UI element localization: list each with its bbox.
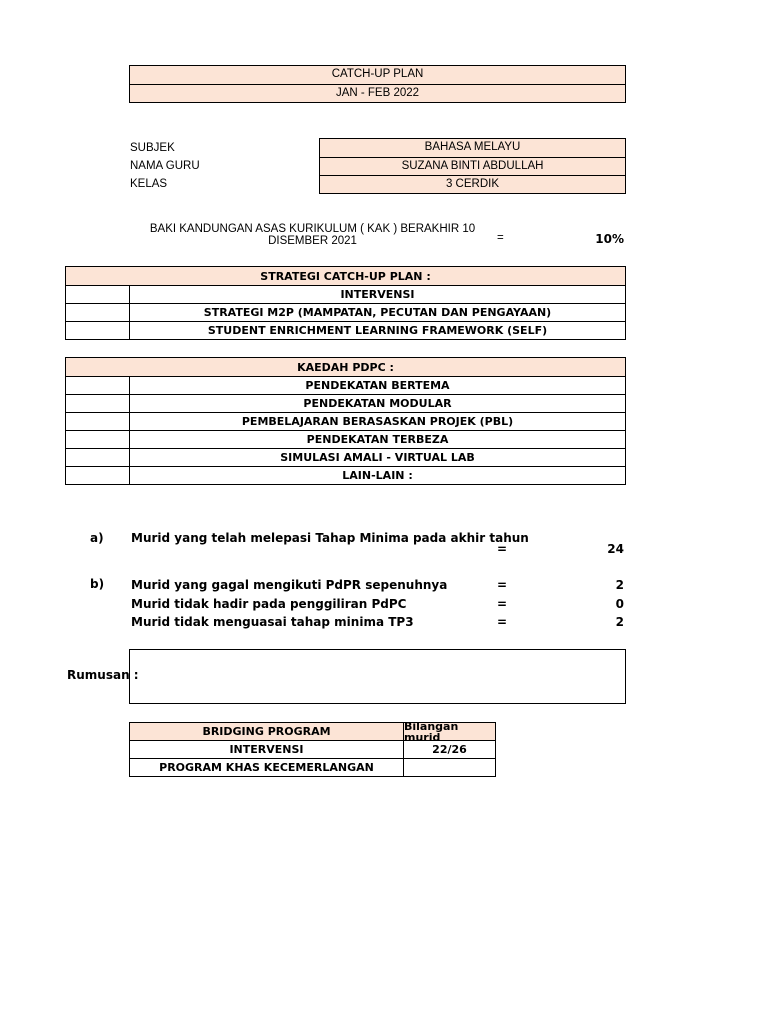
strategi-check-2[interactable] — [65, 303, 130, 322]
bridging-row-2-count[interactable] — [403, 758, 496, 777]
section-b-row-1-value: 2 — [615, 578, 624, 592]
plan-period: JAN - FEB 2022 — [129, 84, 626, 103]
section-b-marker: b) — [90, 577, 105, 591]
value-nama-guru: SUZANA BINTI ABDULLAH — [319, 157, 626, 176]
kak-line-2: DISEMBER 2021 — [268, 235, 357, 247]
rumusan-label: Rumusan : — [67, 668, 139, 682]
section-a-value: 24 — [607, 542, 624, 556]
section-b-row-3-equals: = — [497, 615, 508, 629]
label-nama-guru: NAMA GURU — [130, 160, 200, 172]
section-b-row-3-value: 2 — [615, 615, 624, 629]
value-subjek: BAHASA MELAYU — [319, 138, 626, 158]
label-kelas: KELAS — [130, 178, 168, 190]
kaedah-check-1[interactable] — [65, 376, 130, 395]
kaedah-check-2[interactable] — [65, 394, 130, 413]
rumusan-box[interactable] — [129, 649, 626, 704]
bridging-row-2-program: PROGRAM KHAS KECEMERLANGAN — [129, 758, 404, 777]
kaedah-item-2: PENDEKATAN MODULAR — [129, 394, 626, 413]
section-b-row-1-equals: = — [497, 578, 508, 592]
kak-statement — [140, 223, 485, 247]
kaedah-item-1: PENDEKATAN BERTEMA — [129, 376, 626, 395]
kaedah-item-4: PENDEKATAN TERBEZA — [129, 430, 626, 449]
kak-line-1: BAKI KANDUNGAN ASAS KURIKULUM ( KAK ) BERAKHIR 10 — [149, 223, 476, 235]
kaedah-check-3[interactable] — [65, 412, 130, 431]
section-b-row-2-text: Murid tidak hadir pada penggiliran PdPC — [131, 597, 407, 611]
section-b-row-2-equals: = — [497, 597, 508, 611]
kaedah-check-5[interactable] — [65, 448, 130, 467]
section-b-row-2-value: 0 — [615, 597, 624, 611]
plan-title: CATCH-UP PLAN — [129, 65, 626, 85]
value-kelas: 3 CERDIK — [319, 175, 626, 194]
kak-value: 10% — [595, 232, 624, 246]
bridging-row-1-count: 22/26 — [403, 740, 496, 759]
strategi-check-3[interactable] — [65, 321, 130, 340]
section-b-row-1-text: Murid yang gagal mengikuti PdPR sepenuhnya — [131, 578, 448, 592]
bridging-header-count: Bilangan murid — [403, 722, 496, 741]
strategi-item-3: STUDENT ENRICHMENT LEARNING FRAMEWORK (SELF) — [129, 321, 626, 340]
kaedah-title: KAEDAH PDPC : — [65, 357, 626, 377]
bridging-row-1-program: INTERVENSI — [129, 740, 404, 759]
strategi-item-2: STRATEGI M2P (MAMPATAN, PECUTAN DAN PENGAYAAN) — [129, 303, 626, 322]
kaedah-check-4[interactable] — [65, 430, 130, 449]
strategi-check-1[interactable] — [65, 285, 130, 304]
kaedah-item-6: LAIN-LAIN : — [129, 466, 626, 485]
kak-equals: = — [497, 232, 504, 244]
strategi-title: STRATEGI CATCH-UP PLAN : — [65, 266, 626, 286]
section-a-marker: a) — [90, 531, 104, 545]
kaedah-check-6[interactable] — [65, 466, 130, 485]
label-subjek: SUBJEK — [130, 142, 175, 154]
section-b-row-3-text: Murid tidak menguasai tahap minima TP3 — [131, 615, 414, 629]
rumusan-text — [130, 650, 625, 662]
section-a-equals: = — [497, 542, 508, 556]
section-a-text: Murid yang telah melepasi Tahap Minima pada akhir tahun — [131, 531, 529, 545]
kaedah-item-5: SIMULASI AMALI - VIRTUAL LAB — [129, 448, 626, 467]
bridging-header-program: BRIDGING PROGRAM — [129, 722, 404, 741]
strategi-item-1: INTERVENSI — [129, 285, 626, 304]
kaedah-item-3: PEMBELAJARAN BERASASKAN PROJEK (PBL) — [129, 412, 626, 431]
